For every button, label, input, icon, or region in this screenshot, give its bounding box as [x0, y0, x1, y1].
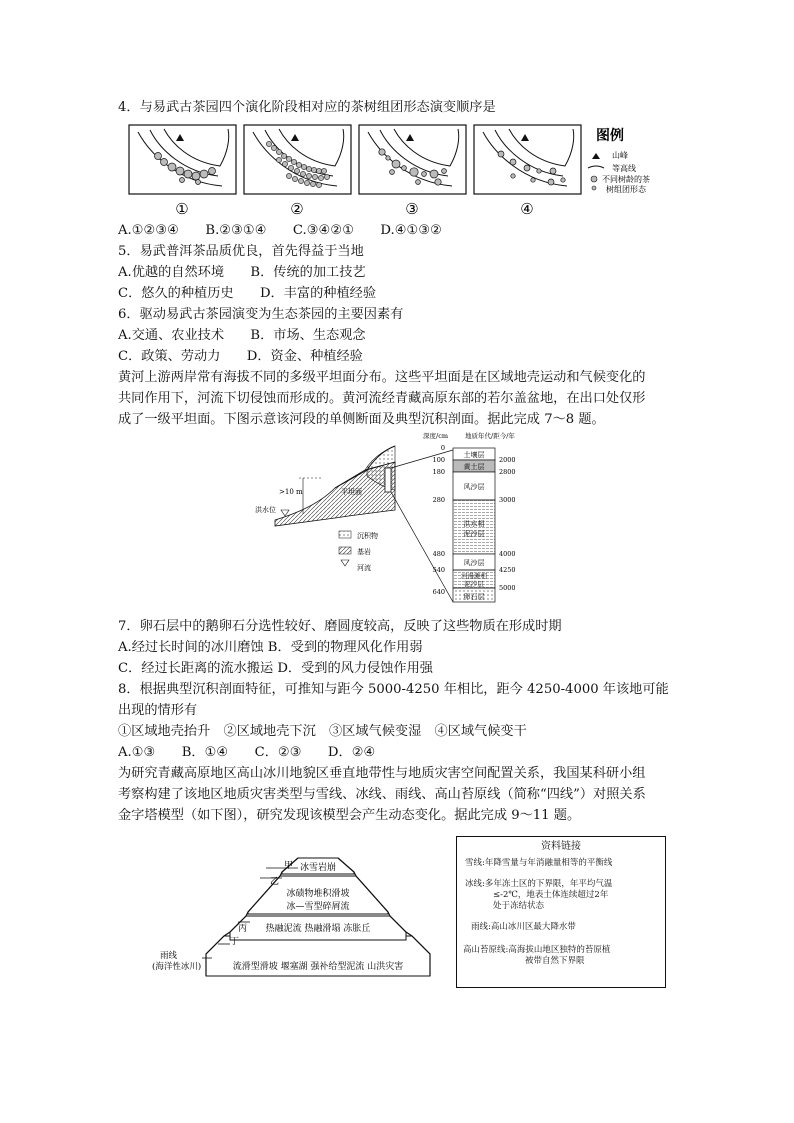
legend-title: 图例 [596, 128, 624, 144]
layer-aeolian-2: 风沙层 [463, 559, 485, 567]
depth-180: 180 [432, 468, 445, 476]
q4-options: A.①②③④ B.②③①④ C.③④②① D.④①③② [118, 223, 442, 238]
panel-1-map [129, 125, 236, 194]
layer-loess: 黄土层 [463, 463, 485, 471]
age-2000: 2000 [499, 456, 516, 464]
layer-floodplain-1: 河漫滩相 [461, 572, 487, 580]
q4-legend [588, 127, 650, 194]
passage2-line2: 共同作用下，河流下切侵蚀而形成的。黄河流经青藏高原东部的若尔盖盆地，在出口处仅形 [118, 391, 646, 406]
q8-items: ①区域地壳抬升 ②区域地壳下沉 ③区域气候变湿 ④区域气候变干 [118, 724, 527, 739]
legend-river: 河流 [357, 564, 371, 572]
info-ice-2: ≤-2℃，地表土体连续超过2年 [493, 890, 609, 900]
age-header: 地质年代/距今/年 [465, 432, 515, 440]
age-4000: 4000 [499, 550, 516, 558]
tier1-text: 冰雪岩崩 [299, 863, 337, 873]
q8-stem-1: 8．根据典型沉积剖面特征，可推知与距今 5000-4250 年相比，距今 4250-4000 年该地可能 [118, 682, 669, 697]
tier2-text-b: 冰—雪型碎屑流 [286, 902, 350, 912]
tree-cluster-small-icon [592, 186, 596, 190]
q4-contour-figure [128, 124, 698, 220]
section-marker [385, 468, 391, 492]
q4-stem: 4．与易武古茶园四个演化阶段相对应的茶树组团形态演变顺序是 [118, 100, 496, 115]
legend-sediment: 沉积物 [357, 532, 378, 540]
layer-aeolian-1: 风沙层 [463, 483, 485, 491]
info-ice-3: 处于冻结状态 [493, 901, 545, 911]
water-level-icon [281, 510, 289, 516]
legend-tree-1: 不同树龄的茶 [602, 175, 650, 184]
q7-options-cd: C．经过长距离的流水搬运 D．受到的风力侵蚀作用强 [118, 661, 433, 676]
passage2-line3: 成了一级平坦面。下图示意该河段的单侧断面及典型沉积剖面。据此完成 7～8 题。 [118, 412, 605, 427]
info-tundra-1: 高山苔原线:高海拔山地区独特的苔原植 [463, 945, 611, 955]
panel-label-4: ④ [520, 200, 534, 218]
q5-stem: 5．易武普洱茶品质优良，首先得益于当地 [118, 244, 364, 259]
panel-2-map [244, 125, 351, 194]
legend-peak: 山峰 [612, 151, 628, 160]
info-tundra-2: 被带自然下界限 [525, 956, 585, 966]
layer-gravel: 卵石层 [463, 593, 485, 601]
label-yi: 乙 [270, 877, 280, 887]
age-5000: 5000 [499, 584, 516, 592]
passage3-line2: 考察构建了该地区地质灾害类型与雪线、冰线、雨线、高山苔原线（简称“四线”）对照关系 [118, 787, 646, 802]
panel-4-map [474, 125, 581, 194]
tier3-text: 热融泥流 热融滑塌 冻胀丘 [265, 924, 371, 934]
height-label: >10 m [279, 488, 303, 496]
q7-options-ab: A.经过长时间的冰川磨蚀 B．受到的物理风化作用弱 [118, 640, 423, 655]
age-4250: 4250 [499, 566, 516, 574]
info-box-title: 资料链接 [541, 841, 581, 852]
rain-line-sub: (海洋性冰川) [152, 962, 202, 972]
section-figure [255, 430, 545, 610]
q8-options: A.①③ B．①④ C．②③ D．②④ [118, 745, 376, 760]
layer-soil: 土壤层 [463, 451, 485, 459]
rain-line-label: 雨线 [160, 951, 178, 961]
age-3000: 3000 [499, 496, 516, 504]
panel-label-1: ① [175, 200, 189, 218]
legend-contour: 等高线 [612, 164, 636, 173]
layer-floodplain-2: 泥沙层 [464, 580, 484, 588]
label-ding: 丁 [230, 937, 240, 947]
info-rain: 雨线:高山冰川区最大降水带 [471, 922, 576, 932]
label-bing: 丙 [238, 924, 248, 934]
depth-header: 深度/cm [423, 432, 448, 440]
depth-640: 640 [432, 588, 445, 596]
passage2-line1: 黄河上游两岸常有海拔不同的多级平坦面分布。这些平坦面是在区域地壳运动和气候变化的 [118, 370, 646, 385]
tier4-text: 流滑型滑坡 堰塞湖 强补给型泥流 山洪灾害 [232, 962, 404, 972]
peak-icon [592, 153, 600, 159]
panel-label-2: ② [290, 200, 304, 218]
q8-stem-2: 出现的情形有 [118, 703, 198, 718]
panel-label-3: ③ [405, 200, 419, 218]
passage3-line3: 金字塔模型（如下图），研究发现该模型会产生动态变化。据此完成 9～11 题。 [118, 808, 581, 823]
depth-0: 0 [440, 444, 445, 452]
tree-cluster-icon [591, 176, 597, 182]
q6-options-cd: C．政策、劳动力 D．资金、种植经验 [118, 349, 363, 364]
q5-options-cd: C．悠久的种植历史 D．丰富的种植经验 [118, 286, 377, 301]
depth-480: 480 [432, 550, 445, 558]
age-2800: 2800 [499, 468, 516, 476]
tier2-text-a: 冰碛物堆积滑坡 [286, 889, 350, 899]
info-box [456, 836, 666, 988]
pyramid-figure [150, 836, 450, 986]
depth-540: 540 [432, 566, 445, 574]
flood-label: 洪水位 [255, 506, 276, 514]
panel-3-map [359, 125, 466, 194]
terrace-label: 平坦面 [341, 488, 362, 496]
layer-flood-2: 泥沙层 [463, 530, 485, 538]
depth-280: 280 [432, 496, 445, 504]
river-icon [341, 560, 349, 566]
passage3-line1: 为研究青藏高原地区高山冰川地貌区垂直地带性与地质灾害空间配置关系，我国某科研小组 [118, 766, 646, 781]
info-snow: 雪线:年降雪量与年消融量相等的平衡线 [465, 858, 613, 868]
layer-flood-1: 洪水相 [463, 520, 485, 528]
legend-tree-2: 树组团形态 [606, 185, 646, 194]
q6-stem: 6．驱动易武古茶园演变为生态茶园的主要因素有 [118, 307, 404, 322]
label-jia: 甲 [284, 861, 294, 871]
depth-100: 100 [432, 456, 445, 464]
info-ice-1: 冰线:多年冻土区的下界限，年平均气温 [465, 879, 613, 889]
q6-options-ab: A.交通、农业技术 B．市场、生态观念 [118, 328, 366, 343]
contour-icon [588, 166, 604, 168]
q7-stem: 7．卵石层中的鹅卵石分选性较好、磨圆度较高，反映了这些物质在形成时期 [118, 619, 562, 634]
q5-options-ab: A.优越的自然环境 B．传统的加工技艺 [118, 265, 366, 280]
legend-bedrock: 基岩 [357, 548, 371, 556]
